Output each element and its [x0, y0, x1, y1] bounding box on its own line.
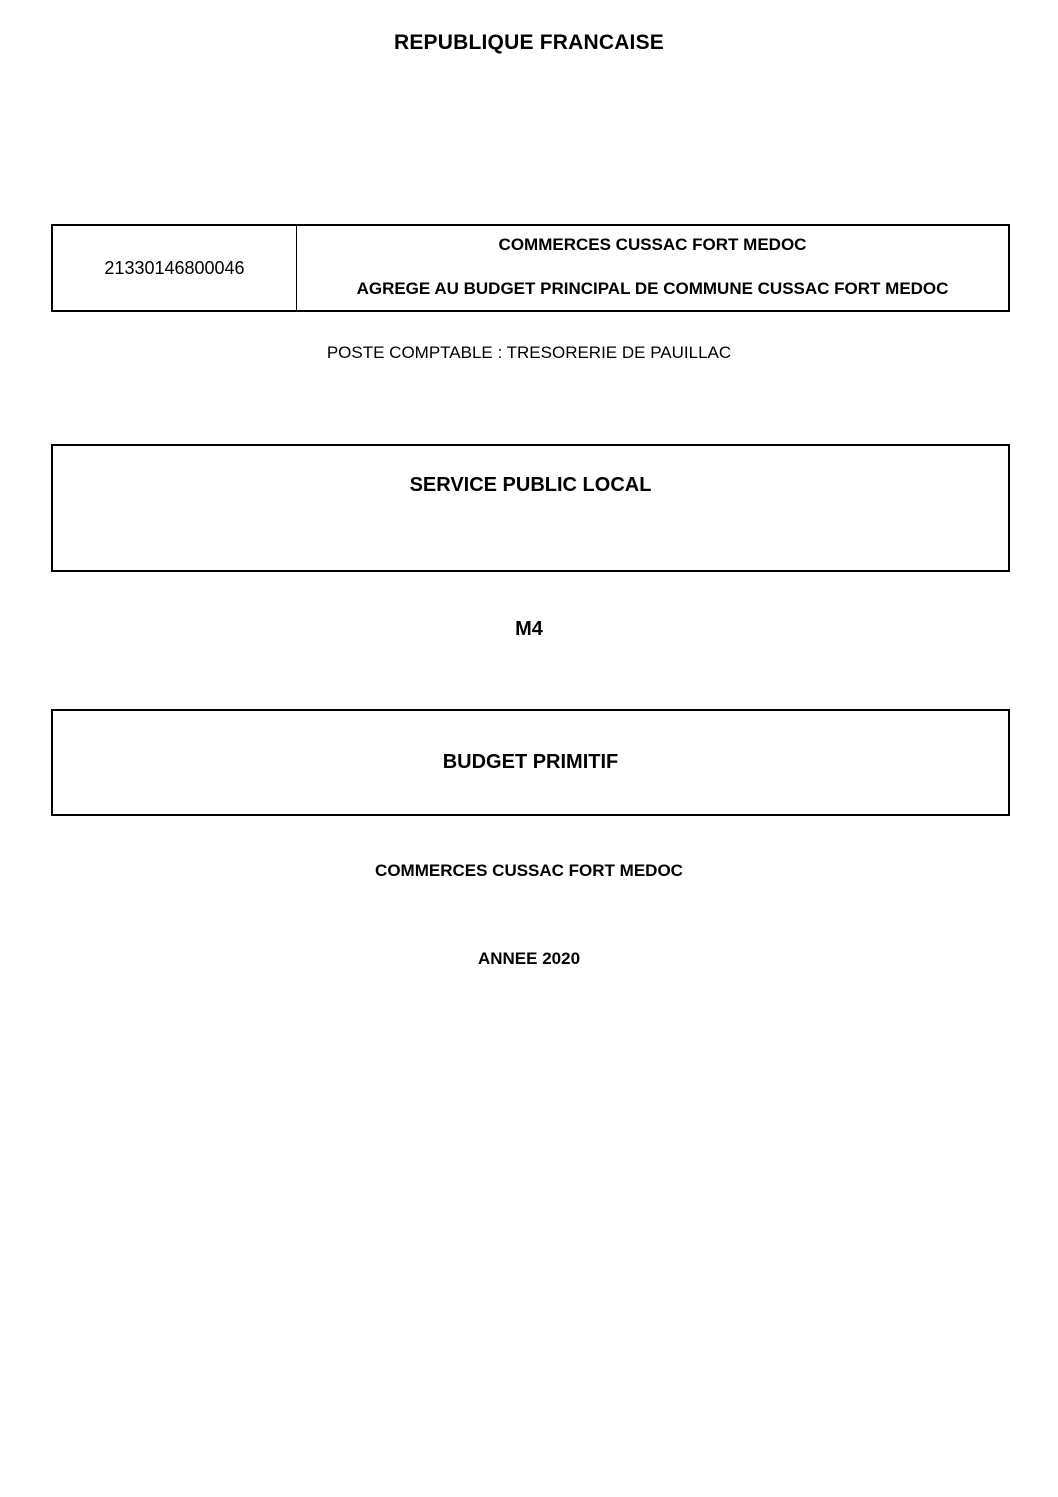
identity-box: [51, 224, 1010, 312]
footer-year: ANNEE 2020: [477, 949, 581, 968]
entity-name: COMMERCES CUSSAC FORT MEDOC: [498, 235, 807, 254]
service-public-box: [51, 444, 1010, 572]
nomenclature-label: M4: [515, 618, 543, 640]
budget-label: BUDGET PRIMITIF: [442, 751, 619, 773]
footer-entity: COMMERCES CUSSAC FORT MEDOC: [375, 861, 683, 880]
service-public-label: SERVICE PUBLIC LOCAL: [409, 474, 652, 496]
poste-comptable: POSTE COMPTABLE : TRESORERIE DE PAUILLAC: [326, 343, 732, 362]
siret-number: 21330146800046: [53, 226, 297, 310]
document-title: REPUBLIQUE FRANCAISE: [393, 31, 665, 54]
entity-aggregation: AGREGE AU BUDGET PRINCIPAL DE COMMUNE CUSSAC FORT MEDOC: [356, 279, 949, 298]
budget-box: [51, 709, 1010, 816]
